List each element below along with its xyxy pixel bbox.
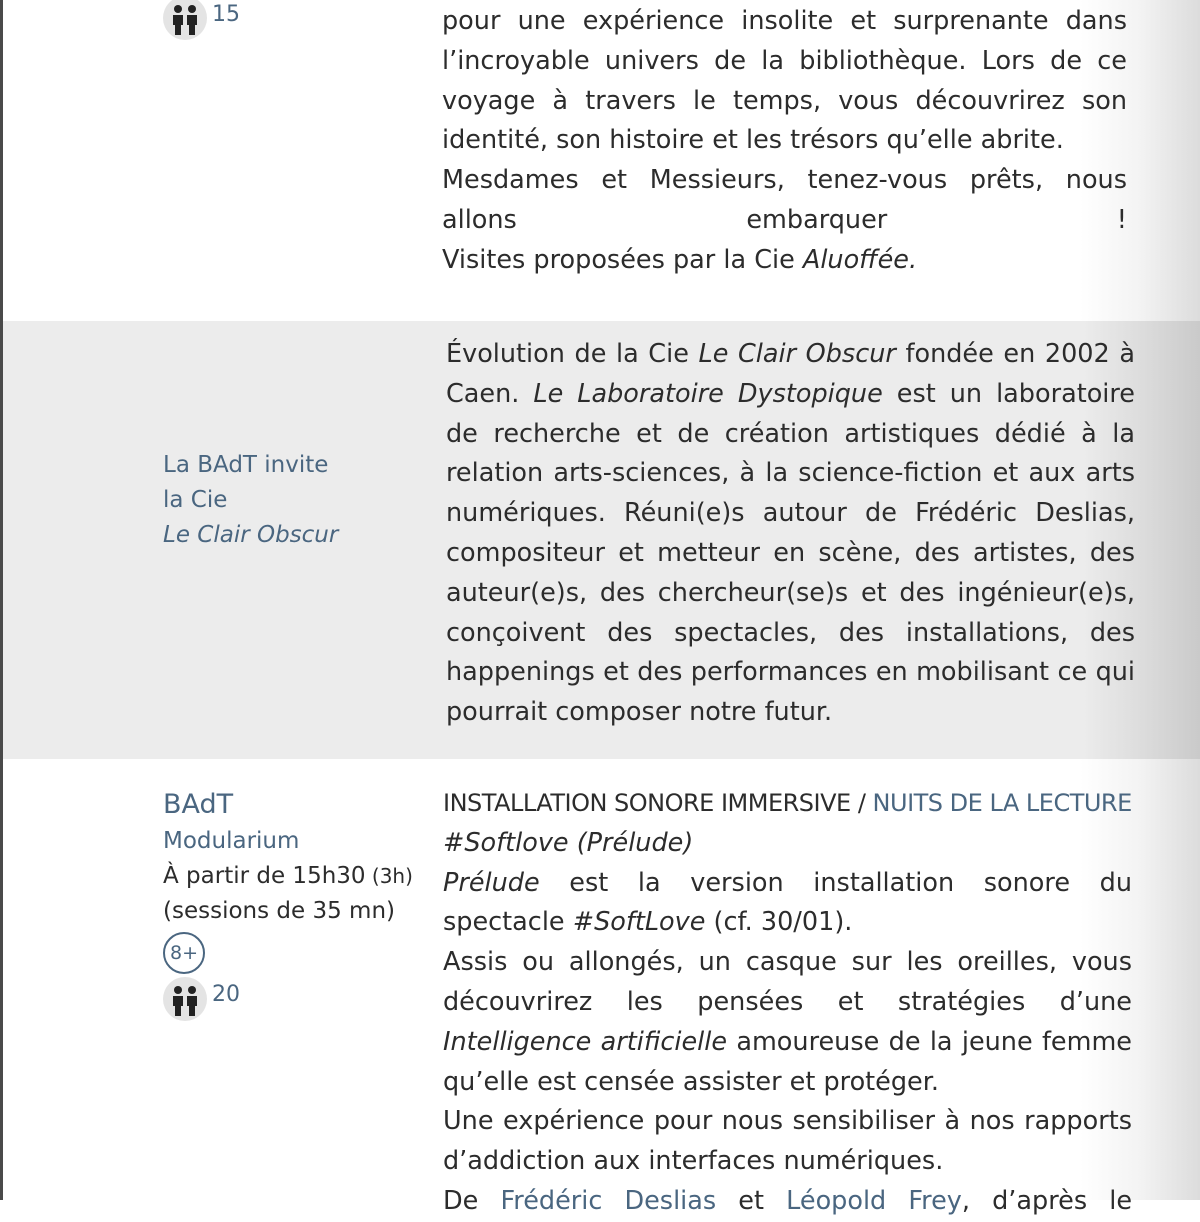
event-description [443, 784, 1132, 1222]
event-time: À partir de 15h30 (3h) [163, 863, 413, 889]
attendance-count: 20 [212, 982, 240, 1007]
event-credits: De Frédéric Deslias et Léopold Frey, d’après le [443, 1185, 1133, 1216]
event-title: #Softlove (Prélude) [443, 827, 694, 858]
event-sessions: (sessions de 35 mn) [163, 898, 395, 924]
event-paragraph-1: Prélude est la version installation sonore du spectacle #SoftLove (cf. 30/01). [443, 867, 1132, 938]
room-name: Modularium [163, 828, 300, 854]
section1-description [442, 2, 1127, 281]
event-paragraph-3: Une expérience pour nous sensibiliser à nos rapports d’addiction aux interfaces numériques. [443, 1106, 1132, 1177]
event-category: INSTALLATION SONORE IMMERSIVE / NUITS DE LA LECTURE [443, 789, 1132, 817]
people-icon [163, 0, 207, 40]
attendance-count: 15 [212, 2, 240, 27]
invitation-label: La BAdT invite la Cie Le Clair Obscur [163, 452, 339, 548]
event-meta [163, 786, 413, 929]
age-badge: 8+ [163, 932, 205, 974]
venue-name: BAdT [163, 789, 234, 820]
section1-paragraph-2: Mesdames et Messieurs, tenez-vous prêts, nous allons embarquer ! [442, 165, 1127, 235]
event-series-link[interactable]: NUITS DE LA LECTURE [872, 789, 1132, 817]
section1-credit: Visites proposées par la Cie Aluoffée. [442, 244, 918, 275]
event-paragraph-2: Assis ou allongés, un casque sur les oreilles, vous découvrirez les pensées et stratégies d’une Intelligence artificielle amoureuse de la jeune femme qu’elle est censée assister et protéger. [443, 947, 1132, 1097]
credit-link-2[interactable]: Léopold Frey [786, 1185, 962, 1216]
section1-paragraph-1: pour une expérience insolite et surprenante dans l’incroyable univers de la bibliothèque. Lors de ce voyage à travers le temps, vous découvrirez son identité, son histoire et les trésors qu’elle abrite. [442, 6, 1127, 156]
company-description: Évolution de la Cie Le Clair Obscur fondée en 2002 à Caen. Le Laboratoire Dystopique est un laboratoire de recherche et de création artistiques dédié à la relation arts-sciences, à la science-fiction et aux arts numériques. Réuni(e)s autour de Frédéric Deslias, compositeur et metteur en scène, des artistes, des auteur(e)s, des chercheur(se)s et des ingénieur(e)s, conçoivent des spectacles, des installations, des happenings et des performances en mobilisant ce qui pourrait composer notre futur. [446, 339, 1135, 728]
people-icon [163, 977, 207, 1021]
credit-link-1[interactable]: Frédéric Deslias [500, 1185, 717, 1216]
